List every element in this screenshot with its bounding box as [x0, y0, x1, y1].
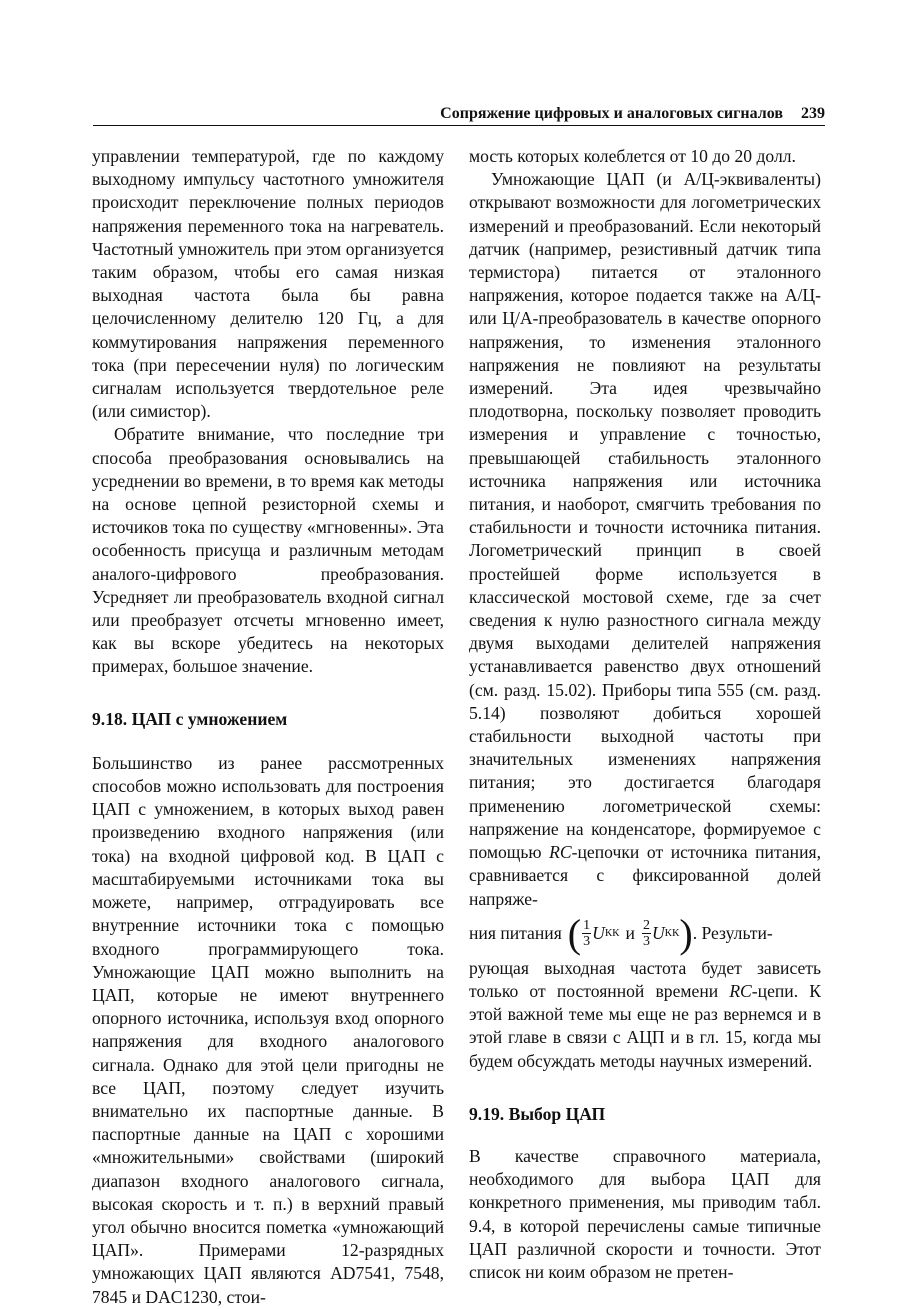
- paragraph-ratiometric: [469, 168, 821, 911]
- fraction-numerator: 1: [583, 918, 591, 934]
- left-column: [92, 145, 444, 1309]
- ratiometric-text-2: -цепочки от источника питания, сравнивается с фиксированной долей напряже-: [469, 842, 821, 909]
- right-paren: ): [679, 910, 693, 956]
- voltage-symbol: U: [651, 923, 665, 944]
- result-text-1: рующая выходная частота будет зависеть только от постоянной времени: [469, 957, 821, 1001]
- voltage-symbol: U: [592, 923, 605, 944]
- paragraph-dac-selection: В качестве справочного материала, необходимого для выбора ЦАП для конкретного применения, мы приводим табл. 9.4, в которой перечислены самые типичные ЦАП различной скорости и точности. Этот список ни коим образом не претен-: [469, 1145, 821, 1282]
- rc-symbol: RC: [549, 842, 572, 863]
- formula-tail-text: . Результи-: [692, 923, 773, 944]
- section-heading-9-19: 9.19. Выбор ЦАП: [469, 1103, 606, 1124]
- voltage-subscript: КК: [664, 927, 680, 940]
- section-heading-9-18: 9.18. ЦАП с умножением: [92, 708, 288, 729]
- paragraph-result: [469, 957, 821, 1073]
- fraction-one-third: [582, 918, 591, 949]
- page-number: 239: [801, 105, 825, 122]
- paragraph-averaging: Обратите внимание, что последние три способа преобразования основывались на усреднении во времени, в то время как методы на основе цепной резисторной схемы и источиков тока по существу «мгновенны». Эта особенность присуща и различным методам аналого-цифрового преобразования. Усредняет ли преобразователь входной сигнал или преобразует отсчеты мгновенно имеет, как вы вскоре убедитесь на некоторых примерах, большое значение.: [92, 424, 444, 677]
- conjunction: и: [625, 923, 635, 944]
- result-text-2: -цепи. К этой важной теме мы еще не раз вернемся и в этой главе в связи с АЦП и в гл. 15, когда мы будем обсуждать методы научных измерений.: [469, 980, 821, 1071]
- voltage-subscript: КК: [604, 927, 620, 940]
- ratiometric-text-1: Умножающие ЦАП (и А/Ц-эквиваленты) открывают возможности для логометрических измерений и преобразований. Если некоторый датчик (например, резистивный датчик типа термистора) питается от эталонного напряжения, которое подается также на А/Ц- или Ц/А-преобразователь в качестве опорного напряжения, то изменения эталонного напряжения не повлияют на результаты измерений. Эта идея чрезвычайно плодотворна, поскольку позволяет проводить измерения и управление с точностью, превышающей стабильность эталонного источника напряжения или источника питания, и наоборот, смягчить требования по стабильности и точности источника питания. Логометрический принцип в своей простейшей форме используется в классической мостовой схеме, где за счет сведения к нулю разностного сигнала между двумя выходами делителей напряжения устанавливается равенство двух отношений (см. разд. 15.02). Приборы типа 555 (см. разд. 5.14) позволяют добиться хорошей стабильности выходной частоты при значительных изменениях напряжения питания; это достигается благодаря применению логометрической схемы: напряжение на конденсаторе, формируемое с помощью: [469, 169, 821, 863]
- running-header-title: Сопряжение цифровых и аналоговых сигналов: [440, 105, 783, 122]
- formula-line: [469, 911, 821, 957]
- running-header: [93, 100, 825, 126]
- fraction-two-thirds: [642, 918, 651, 949]
- right-column: [469, 145, 821, 1284]
- left-paren: (: [567, 910, 582, 956]
- fraction-denominator: 3: [583, 934, 591, 950]
- paragraph-continued: управлении температурой, где по каждому выходному импульсу частотного умножителя происходит переключение полных периодов напряжения переменного тока на нагреватель. Частотный умножитель при этом организуется таким образом, чтобы его самая низкая выходная частота была бы равна целочисленному делителю 120 Гц, а для коммутирования напряжения переменного тока (при пересечении нуля) по логическим сигналам используется твердотельное реле (или симистор).: [92, 146, 444, 422]
- fraction-denominator: 3: [642, 934, 650, 950]
- rc-symbol: RC: [729, 980, 752, 1001]
- formula-lead-text: ния питания: [469, 923, 562, 944]
- paragraph-price: мость которых колеблется от 10 до 20 долл.: [469, 146, 796, 166]
- fraction-numerator: 2: [642, 918, 650, 934]
- paragraph-multiplying-dac: Большинство из ранее рассмотренных способов можно использовать для построения ЦАП с умножением, в которых выход равен произведению входного напряжения (или тока) на входной цифровой код. В ЦАП с масштабируемыми источниками тока вы можете, например, отградуировать все внутренние источники тока с помощью входного программирующего тока. Умножающие ЦАП можно выполнить на ЦАП, которые не имеют внутреннего опорного источника, используя вход опорного напряжения для входного аналогового сигнала. Однако для этой цели пригодны не все ЦАП, поэтому следует изучить внимательно их паспортные данные. В паспортные данные на ЦАП с хорошими «множительными» свойствами (широкий диапазон входного аналогового сигнала, высокая скорость и т. п.) в верхний правый угол обычно вносится пометка «умножающий ЦАП». Примерами 12-разрядных умножающих ЦАП являются AD7541, 7548, 7845 и DAC1230, стои-: [92, 752, 444, 1307]
